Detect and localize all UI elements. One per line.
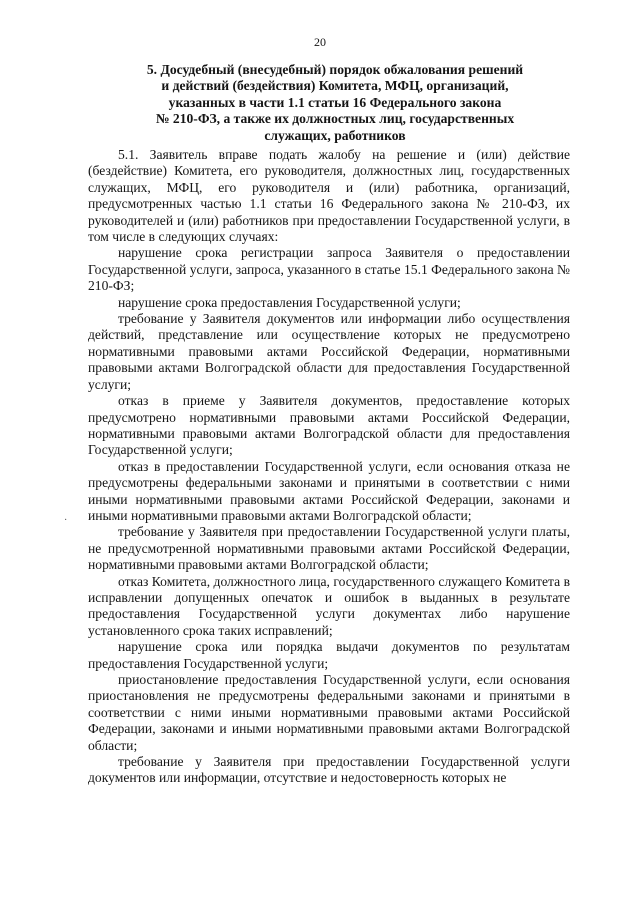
heading-line: и действий (бездействия) Комитета, МФЦ, организаций,: [161, 78, 509, 94]
paragraph: нарушение срока регистрации запроса Заявителя о предоставлении Государственной услуги, запроса, указанного в статье 15.1 Федерального закона № 210-ФЗ;: [88, 245, 570, 294]
scan-mark: ·: [64, 515, 68, 526]
paragraph: отказ в приеме у Заявителя документов, предоставление которых предусмотрено нормативными правовыми актами Российской Федерации, нормативными правовыми актами Волгоградской области для предоставления Государственной услуги;: [88, 393, 570, 458]
heading-line: указанных в части 1.1 статьи 16 Федерального закона: [168, 94, 502, 110]
paragraph: отказ в предоставлении Государственной услуги, если основания отказа не предусмотрены федеральными законами и принятыми в соответствии с ними иными нормативными правовыми актами Российской Федерации, законами и иными нормативными правовыми актами Волгоградской области;: [88, 458, 570, 523]
heading-line: № 210-ФЗ, а также их должностных лиц, государственных: [155, 111, 515, 127]
paragraph: требование у Заявителя документов или информации либо осуществления действий, представление или осуществление которых не предусмотрено нормативными правовыми актами Российской Федерации, нормативными правовыми актами Волгоградской области для предоставления Государственной услуги;: [88, 311, 570, 392]
section-heading: [120, 62, 550, 144]
heading-line: служащих, работников: [264, 127, 406, 143]
paragraph: нарушение срока предоставления Государственной услуги;: [118, 294, 461, 310]
heading-line: 5. Досудебный (внесудебный) порядок обжалования решений: [146, 62, 524, 77]
page-number: 20: [314, 35, 326, 49]
paragraph: требование у Заявителя при предоставлении Государственной услуги платы, не предусмотренной нормативными правовыми актами Российской Федерации, нормативными правовыми актами Волгоградской области;: [88, 524, 570, 573]
paragraph: нарушение срока или порядка выдачи документов по результатам предоставления Государственной услуги;: [88, 639, 570, 671]
paragraph: 5.1. Заявитель вправе подать жалобу на решение и (или) действие (бездействие) Комитета, его руководителя, должностных лиц, государственных служащих, МФЦ, его руководителя и (или) работника, организаций, предусмотренных частью 1.1 статьи 16 Федерального закона № 210-ФЗ, их руководителей и (или) работников при предоставлении Государственной услуги, в том числе в следующих случаях:: [88, 147, 570, 245]
paragraph: приостановление предоставления Государственной услуги, если основания приостановления не предусмотрены федеральными законами и принятыми в соответствии с ними иными нормативными правовыми актами Российской Федерации, законами и иными нормативными правовыми актами Волгоградской области;: [88, 672, 570, 753]
paragraph: отказ Комитета, должностного лица, государственного служащего Комитета в исправлении допущенных опечаток и ошибок в выданных в результате предоставления Государственной услуги документах либо нарушение установленного срока таких исправлений;: [88, 573, 570, 638]
document-body: [88, 147, 570, 787]
paragraph: требование у Заявителя при предоставлении Государственной услуги документов или информации, отсутствие и недостоверность которых не: [88, 754, 570, 786]
